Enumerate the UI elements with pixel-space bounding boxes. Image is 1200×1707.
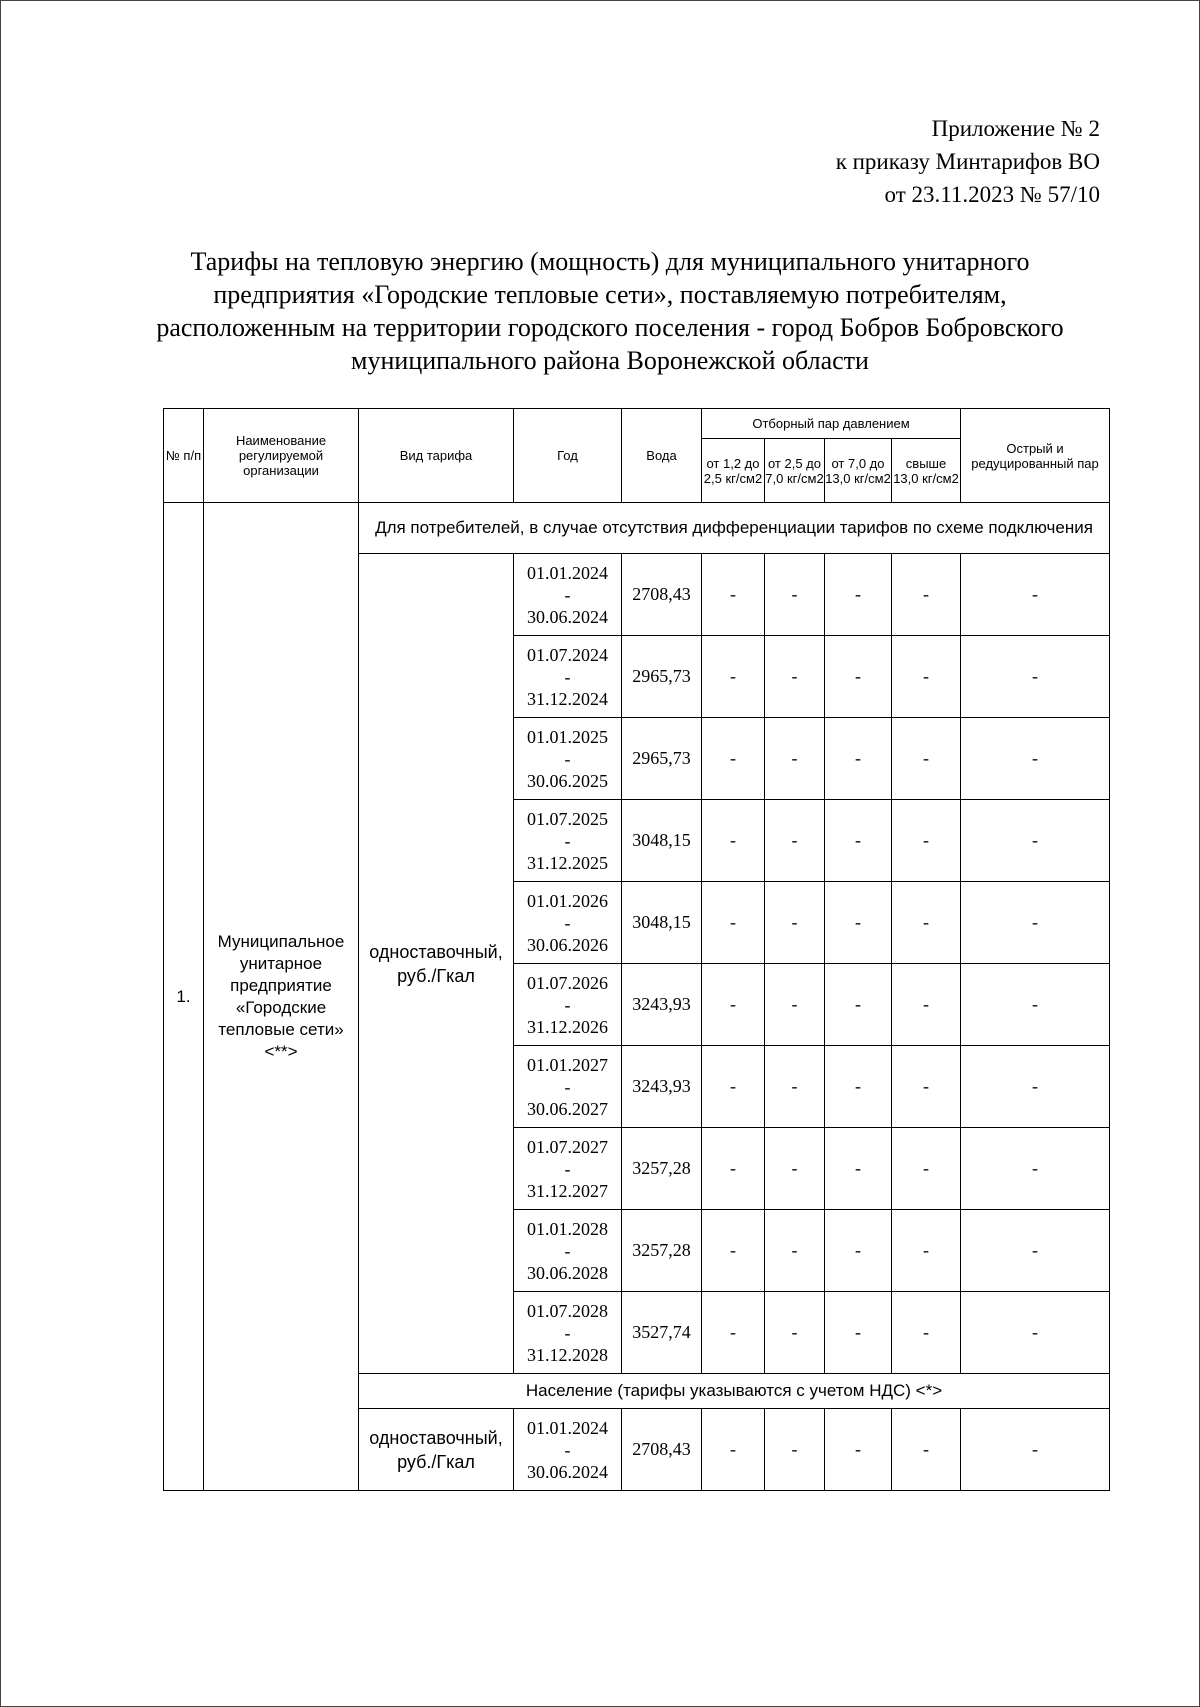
- water-value: 3243,93: [622, 1046, 702, 1128]
- water-value: 3243,93: [622, 964, 702, 1046]
- header-water: Вода: [622, 409, 702, 503]
- dash-cell: -: [892, 800, 961, 882]
- dash-cell: -: [765, 718, 825, 800]
- row-number: 1.: [164, 503, 204, 1491]
- dash-cell: -: [892, 1409, 961, 1491]
- water-value: 2708,43: [622, 1409, 702, 1491]
- organization-name: Муниципальное унитарное предприятие «Городские тепловые сети» <**>: [204, 503, 359, 1491]
- water-value: 2708,43: [622, 554, 702, 636]
- period-cell: [514, 1409, 622, 1491]
- dash-cell: -: [765, 1210, 825, 1292]
- dash-cell: -: [765, 1292, 825, 1374]
- dash-cell: -: [765, 554, 825, 636]
- dash-cell: -: [961, 800, 1110, 882]
- period-cell: [514, 964, 622, 1046]
- dash-cell: -: [961, 1128, 1110, 1210]
- appendix-header: [836, 112, 1100, 211]
- dash-cell: -: [702, 1292, 765, 1374]
- dash-cell: -: [825, 882, 892, 964]
- period-from: 01.01.2027: [527, 1054, 608, 1075]
- dash-cell: -: [702, 718, 765, 800]
- dash-cell: -: [892, 1292, 961, 1374]
- water-value: 2965,73: [622, 718, 702, 800]
- dash-cell: -: [892, 1210, 961, 1292]
- period-sep: -: [564, 994, 571, 1015]
- dash-cell: -: [961, 718, 1110, 800]
- dash-cell: -: [765, 800, 825, 882]
- period-to: 31.12.2028: [527, 1344, 608, 1365]
- dash-cell: -: [892, 882, 961, 964]
- period-from: 01.07.2025: [527, 808, 608, 829]
- period-from: 01.01.2025: [527, 726, 608, 747]
- dash-cell: -: [825, 1292, 892, 1374]
- period-sep: -: [564, 584, 571, 605]
- dash-cell: -: [892, 554, 961, 636]
- dash-cell: -: [702, 882, 765, 964]
- period-sep: -: [564, 912, 571, 933]
- dash-cell: -: [765, 636, 825, 718]
- header-num: № п/п: [164, 409, 204, 503]
- period-to: 30.06.2026: [527, 934, 608, 955]
- period-to: 30.06.2024: [527, 606, 608, 627]
- dash-cell: -: [961, 1046, 1110, 1128]
- dash-cell: -: [892, 1046, 961, 1128]
- period-sep: -: [564, 748, 571, 769]
- header-year: Год: [514, 409, 622, 503]
- period-from: 01.01.2026: [527, 890, 608, 911]
- header-steam4: свыше 13,0 кг/см2: [892, 439, 961, 503]
- period-sep: -: [564, 830, 571, 851]
- period-sep: -: [564, 1076, 571, 1097]
- period-cell: [514, 1292, 622, 1374]
- population-tariff-type: одноставочный, руб./Гкал: [359, 1409, 514, 1491]
- period-cell: [514, 1046, 622, 1128]
- dash-cell: -: [825, 636, 892, 718]
- period-sep: -: [564, 666, 571, 687]
- header-org: Наименование регулируемой организации: [204, 409, 359, 503]
- dash-cell: -: [825, 1128, 892, 1210]
- period-from: 01.01.2028: [527, 1218, 608, 1239]
- period-from: 01.07.2027: [527, 1136, 608, 1157]
- period-cell: [514, 718, 622, 800]
- dash-cell: -: [961, 1292, 1110, 1374]
- period-cell: [514, 636, 622, 718]
- appendix-line: Приложение № 2: [931, 116, 1100, 141]
- dash-cell: -: [702, 636, 765, 718]
- dash-cell: -: [702, 800, 765, 882]
- period-to: 31.12.2025: [527, 852, 608, 873]
- period-from: 01.07.2028: [527, 1300, 608, 1321]
- dash-cell: -: [825, 554, 892, 636]
- appendix-line: к приказу Минтарифов ВО: [835, 149, 1100, 174]
- period-to: 30.06.2028: [527, 1262, 608, 1283]
- period-to: 31.12.2027: [527, 1180, 608, 1201]
- dash-cell: -: [825, 718, 892, 800]
- dash-cell: -: [961, 964, 1110, 1046]
- dash-cell: -: [702, 1210, 765, 1292]
- dash-cell: -: [765, 1409, 825, 1491]
- dash-cell: -: [702, 1046, 765, 1128]
- header-steam1: от 1,2 до 2,5 кг/см2: [702, 439, 765, 503]
- appendix-line: от 23.11.2023 № 57/10: [884, 182, 1100, 207]
- tariff-type: одноставочный, руб./Гкал: [359, 554, 514, 1374]
- period-sep: -: [564, 1322, 571, 1343]
- dash-cell: -: [825, 1210, 892, 1292]
- dash-cell: -: [765, 1046, 825, 1128]
- dash-cell: -: [961, 1409, 1110, 1491]
- header-sharp: Острый и редуцированный пар: [961, 409, 1110, 503]
- dash-cell: -: [961, 1210, 1110, 1292]
- document-title: Тарифы на тепловую энергию (мощность) для муниципального унитарного предприятия «Городские тепловые сети», поставляемую потребителям, расположенным на территории городского поселения - город Бобров Бобровского муниципального района Воронежской области: [156, 247, 1064, 375]
- dash-cell: -: [765, 964, 825, 1046]
- header-steam2: от 2,5 до 7,0 кг/см2: [765, 439, 825, 503]
- period-sep: -: [564, 1439, 571, 1460]
- section-heading-population: Население (тарифы указываются с учетом НДС) <*>: [359, 1374, 1110, 1409]
- period-cell: [514, 800, 622, 882]
- dash-cell: -: [961, 636, 1110, 718]
- dash-cell: -: [892, 718, 961, 800]
- dash-cell: -: [765, 1128, 825, 1210]
- period-from: 01.07.2026: [527, 972, 608, 993]
- dash-cell: -: [702, 1128, 765, 1210]
- dash-cell: -: [825, 1046, 892, 1128]
- dash-cell: -: [765, 882, 825, 964]
- period-to: 31.12.2026: [527, 1016, 608, 1037]
- dash-cell: -: [702, 964, 765, 1046]
- header-steam3: от 7,0 до 13,0 кг/см2: [825, 439, 892, 503]
- water-value: 3048,15: [622, 882, 702, 964]
- period-sep: -: [564, 1240, 571, 1261]
- dash-cell: -: [892, 964, 961, 1046]
- water-value: 3048,15: [622, 800, 702, 882]
- dash-cell: -: [702, 554, 765, 636]
- dash-cell: -: [961, 882, 1110, 964]
- dash-cell: -: [825, 964, 892, 1046]
- period-cell: [514, 1128, 622, 1210]
- water-value: 3257,28: [622, 1210, 702, 1292]
- dash-cell: -: [892, 636, 961, 718]
- header-steam-group: Отборный пар давлением: [702, 409, 961, 439]
- period-to: 30.06.2024: [527, 1461, 608, 1482]
- header-type: Вид тарифа: [359, 409, 514, 503]
- period-cell: [514, 882, 622, 964]
- water-value: 3527,74: [622, 1292, 702, 1374]
- period-sep: -: [564, 1158, 571, 1179]
- water-value: 2965,73: [622, 636, 702, 718]
- period-cell: [514, 1210, 622, 1292]
- section-heading: Для потребителей, в случае отсутствия дифференциации тарифов по схеме подключения: [359, 503, 1110, 554]
- dash-cell: -: [702, 1409, 765, 1491]
- dash-cell: -: [961, 554, 1110, 636]
- tariffs-table: [163, 408, 1110, 1491]
- period-to: 30.06.2027: [527, 1098, 608, 1119]
- dash-cell: -: [892, 1128, 961, 1210]
- period-from: 01.01.2024: [527, 1417, 608, 1438]
- dash-cell: -: [825, 1409, 892, 1491]
- period-to: 30.06.2025: [527, 770, 608, 791]
- period-cell: [514, 554, 622, 636]
- water-value: 3257,28: [622, 1128, 702, 1210]
- period-from: 01.01.2024: [527, 562, 608, 583]
- period-to: 31.12.2024: [527, 688, 608, 709]
- period-from: 01.07.2024: [527, 644, 608, 665]
- dash-cell: -: [825, 800, 892, 882]
